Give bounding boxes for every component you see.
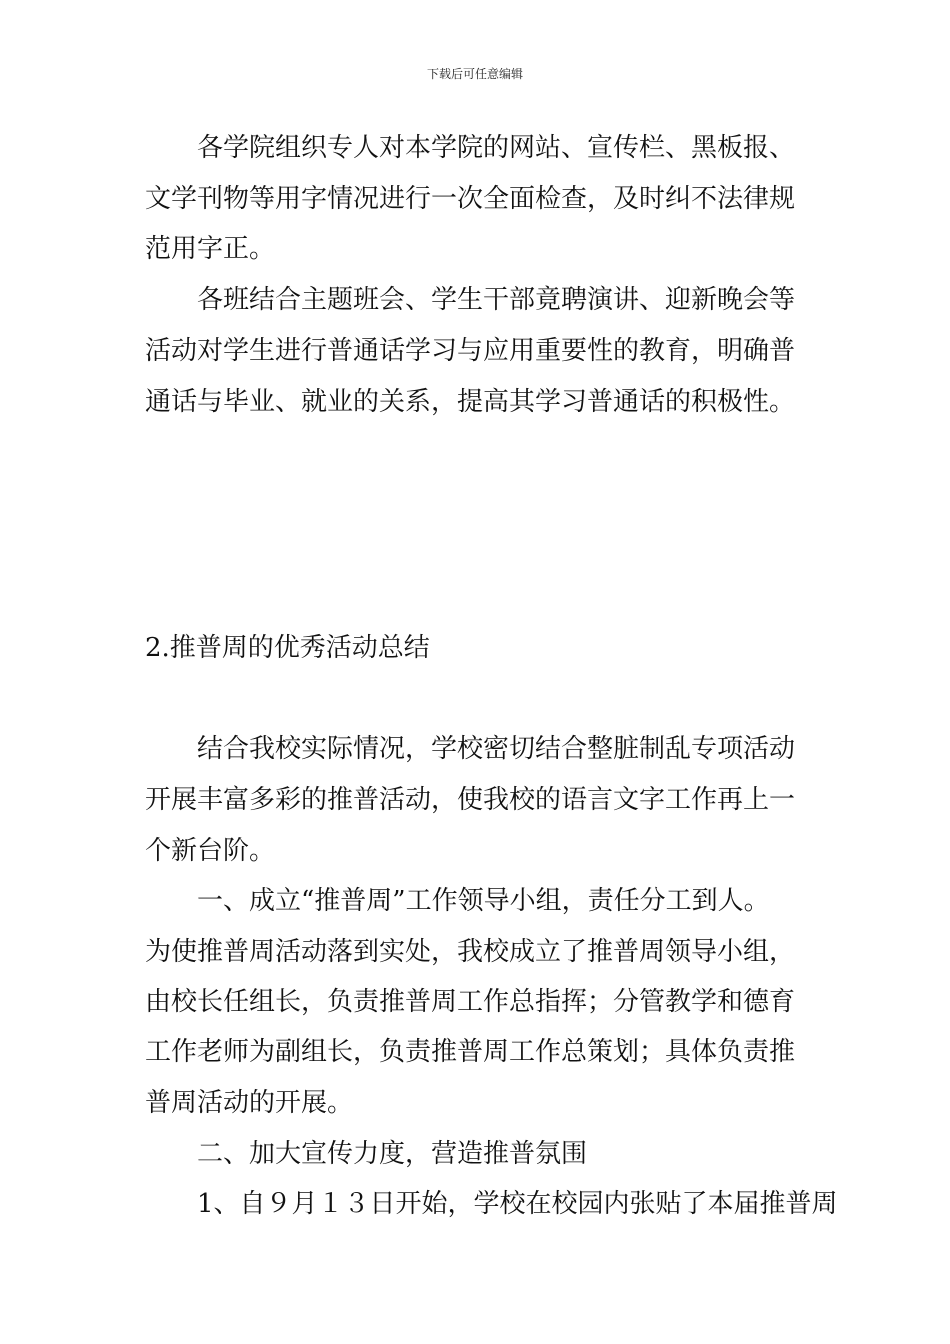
- paragraph-line: 1、自９月１３日开始，学校在校园内张贴了本届推普周: [197, 1189, 838, 1219]
- paragraph-line: 结合我校实际情况，学校密切结合整脏制乱专项活动: [197, 734, 796, 764]
- paragraph-line: 一、成立“推普周”工作领导小组，责任分工到人。: [197, 886, 770, 916]
- paragraph-line: 个新台阶。: [145, 836, 276, 866]
- paragraph-line: 开展丰富多彩的推普活动，使我校的语言文字工作再上一: [145, 785, 796, 815]
- page-header: 下载后可任意编辑: [426, 67, 523, 81]
- paragraph-line: 文学刊物等用字情况进行一次全面检查，及时纠不法律规: [145, 184, 796, 214]
- section-heading: 2.推普周的优秀活动总结: [145, 633, 430, 663]
- paragraph-line: 通话与毕业、就业的关系，提高其学习普通话的积极性。: [145, 387, 796, 417]
- paragraph-line: 各学院组织专人对本学院的网站、宣传栏、黑板报、: [197, 133, 796, 163]
- paragraph-line: 各班结合主题班会、学生干部竟聘演讲、迎新晚会等: [197, 285, 796, 315]
- paragraph-line: 普周活动的开展。: [145, 1088, 354, 1118]
- paragraph-line: 范用字正。: [145, 234, 276, 264]
- paragraph-line: 工作老师为副组长，负责推普周工作总策划；具体负责推: [145, 1037, 796, 1067]
- subsection-heading: 二、加大宣传力度，营造推普氛围: [197, 1139, 588, 1169]
- paragraph-line: 由校长任组长，负责推普周工作总指挥；分管教学和德育: [145, 987, 796, 1017]
- paragraph-line: 活动对学生进行普通话学习与应用重要性的教育，明确普: [145, 336, 796, 366]
- paragraph-line: 为使推普周活动落到实处，我校成立了推普周领导小组，: [145, 937, 796, 967]
